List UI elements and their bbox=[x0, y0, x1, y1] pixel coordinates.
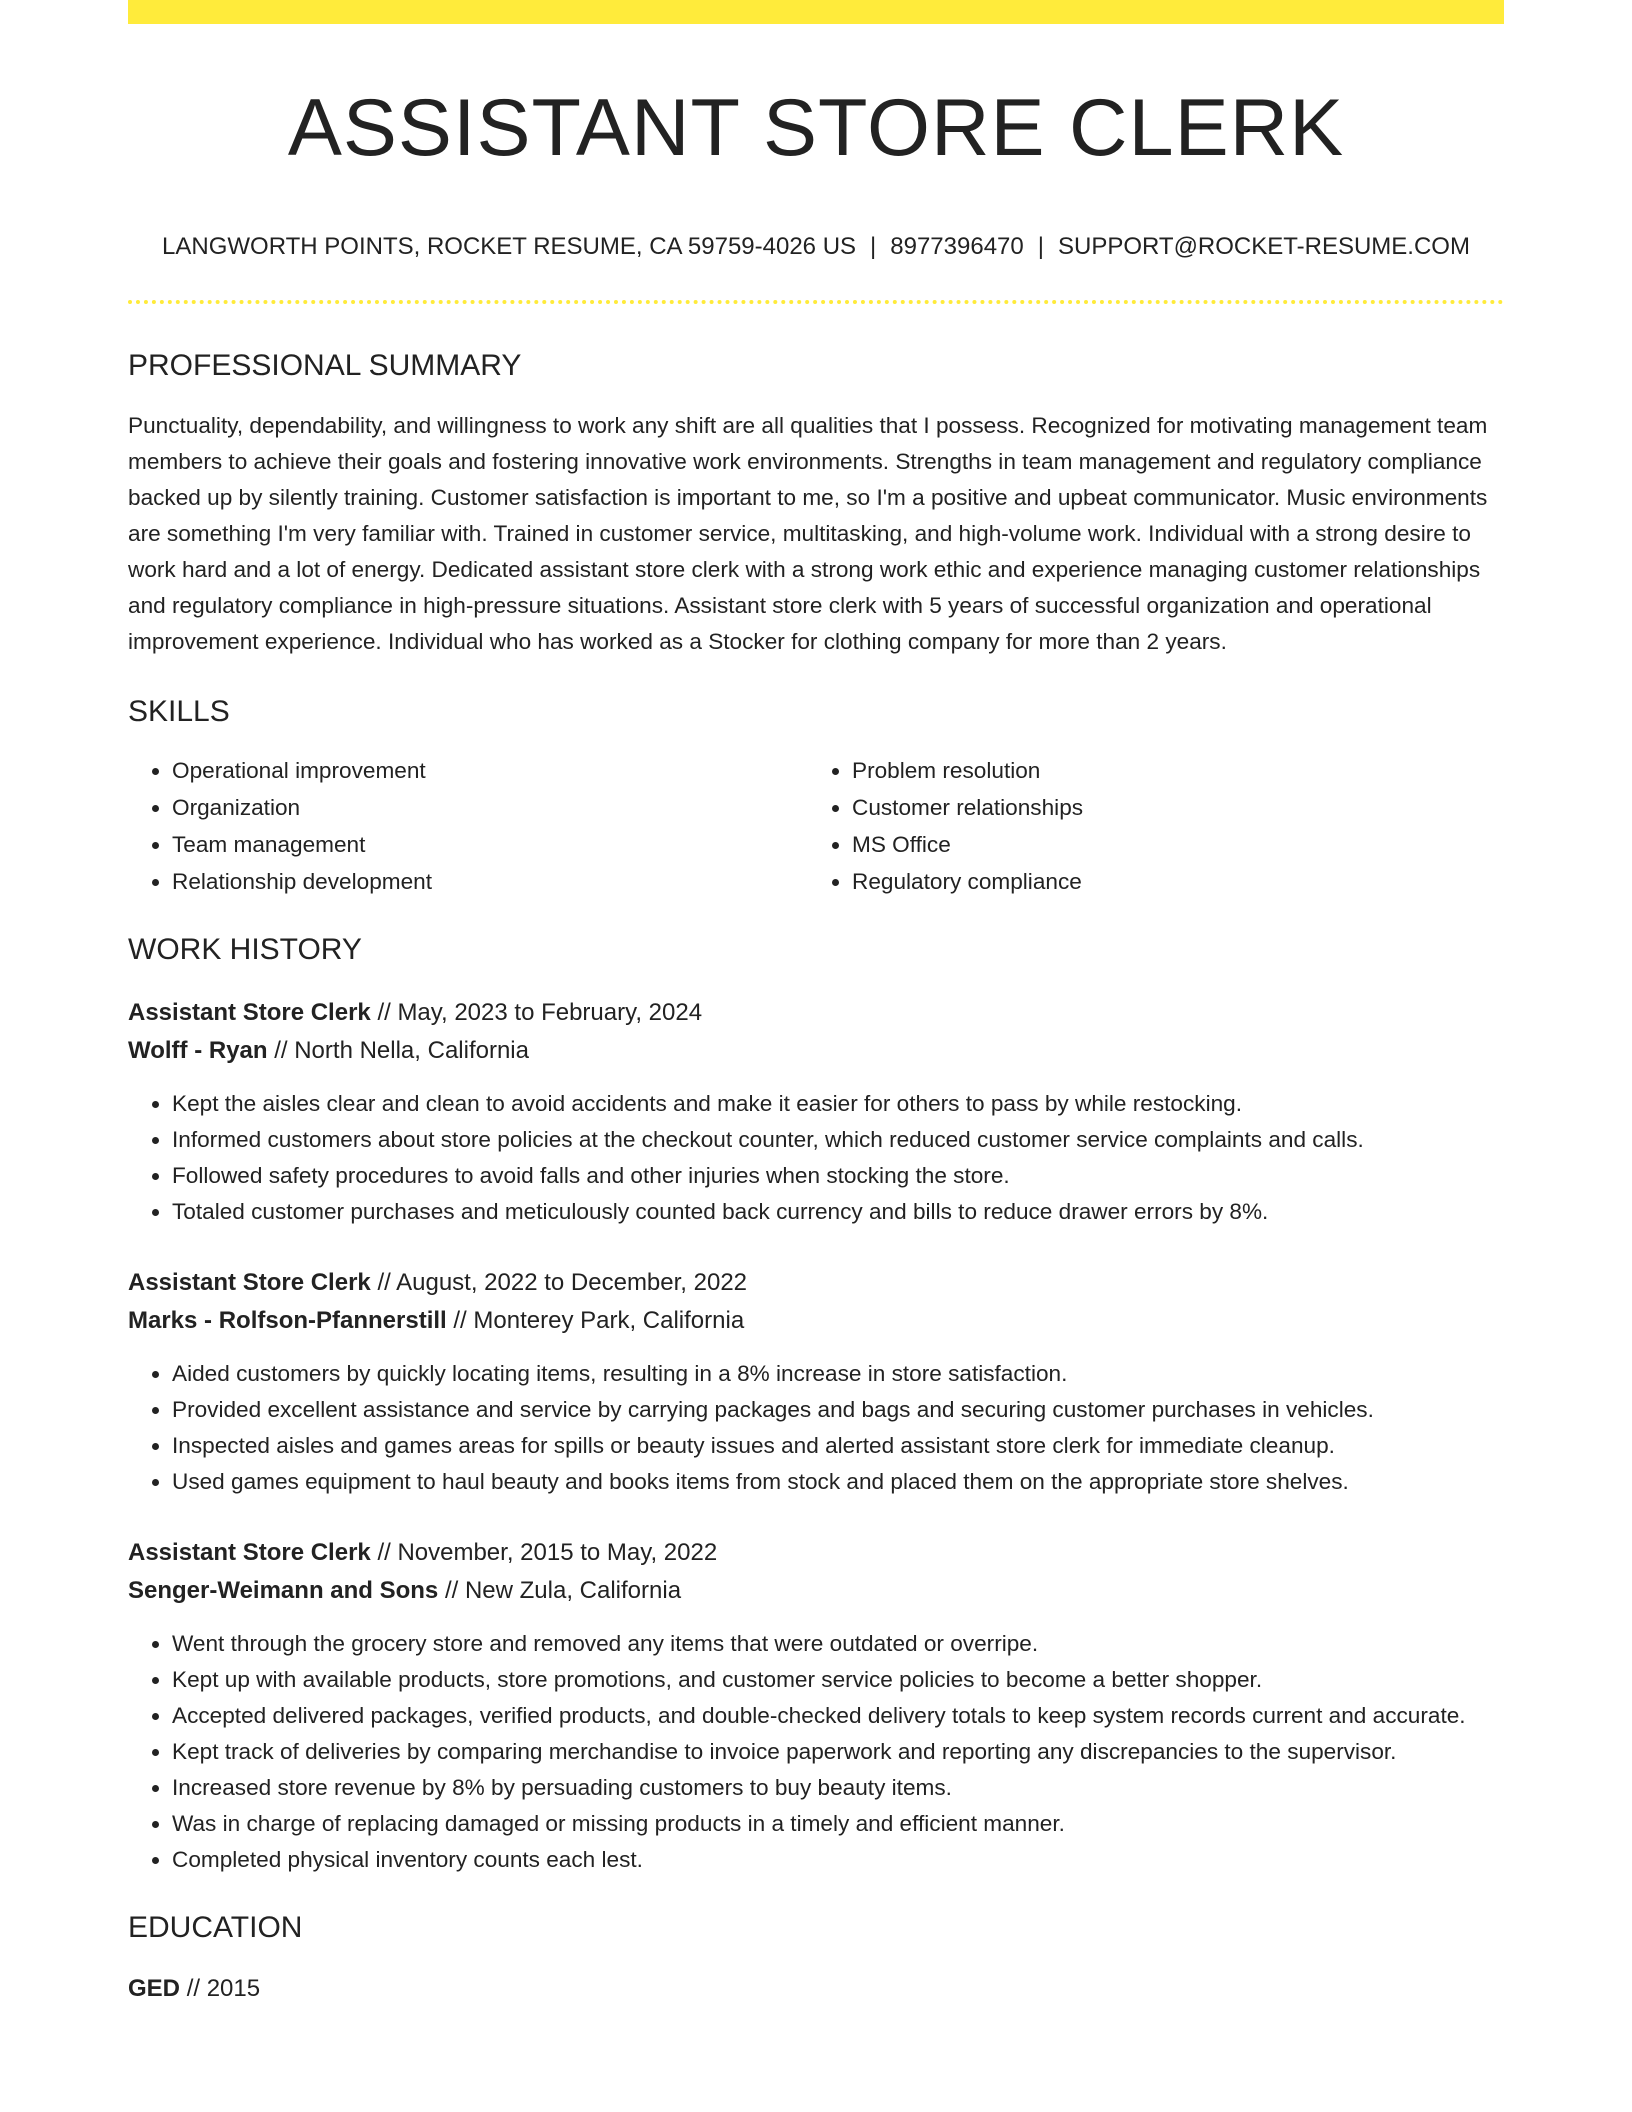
education-degree: GED bbox=[128, 1974, 181, 2002]
resume-page bbox=[128, 0, 1504, 2008]
job-company-line bbox=[128, 1032, 1504, 1070]
resume-name: ASSISTANT STORE CLERK bbox=[287, 83, 1345, 173]
accent-top-bar bbox=[128, 0, 1504, 24]
job-bullets bbox=[128, 1356, 1504, 1500]
skill-item: • Problem resolution bbox=[852, 752, 1488, 789]
job-bullet: • Accepted delivered packages, verified products, and double-checked delivery totals to keep system records current and accurate. bbox=[172, 1698, 1504, 1734]
job-company: Senger-Weimann and Sons bbox=[128, 1576, 439, 1604]
job-role: Assistant Store Clerk bbox=[128, 998, 371, 1026]
skills-column-right bbox=[808, 752, 1488, 900]
job-bullet: • Kept up with available products, store promotions, and customer service policies to become a better shopper. bbox=[172, 1662, 1504, 1698]
summary-heading: PROFESSIONAL SUMMARY bbox=[128, 348, 522, 382]
job-location: // Monterey Park, California bbox=[453, 1306, 745, 1334]
job-bullet: • Informed customers about store policies at the checkout counter, which reduced customer service complaints and calls. bbox=[172, 1122, 1504, 1158]
job-entry bbox=[128, 1264, 1504, 1500]
job-role: Assistant Store Clerk bbox=[128, 1538, 371, 1566]
skill-item: • Organization bbox=[172, 789, 808, 826]
job-bullets bbox=[128, 1086, 1504, 1230]
education-item bbox=[128, 1970, 1504, 2008]
summary-text: Punctuality, dependability, and willingness to work any shift are all qualities that I possess. Recognized for motivating management team members to achieve their goals and fostering innovative work environments. Strengths in team management and regulatory compliance backed up by silently training. Customer satisfaction is important to me, so I'm a positive and upbeat communicator. Music environments are something I'm very familiar with. Trained in customer service, multitasking, and high-volume work. Individual with a strong desire to work hard and a lot of energy. Dedicated assistant store clerk with a strong work ethic and experience managing customer relationships and regulatory compliance in high-pressure situations. Assistant store clerk with 5 years of successful organization and operational improvement experience. Individual who has worked as a Stocker for clothing company for more than 2 years. bbox=[128, 412, 1488, 654]
job-dates: // August, 2022 to December, 2022 bbox=[377, 1268, 748, 1296]
job-bullet: • Used games equipment to haul beauty and books items from stock and placed them on the appropriate store shelves. bbox=[172, 1464, 1504, 1500]
contact-address: LANGWORTH POINTS, ROCKET RESUME, CA 59759-4026 US bbox=[162, 233, 857, 261]
job-bullet: • Increased store revenue by 8% by persuading customers to buy beauty items. bbox=[172, 1770, 1504, 1806]
contact-separator: | bbox=[1037, 233, 1044, 261]
job-bullet: • Went through the grocery store and removed any items that were outdated or overripe. bbox=[172, 1626, 1504, 1662]
education-year: // 2015 bbox=[186, 1974, 261, 2002]
contact-phone: 8977396470 bbox=[890, 233, 1024, 261]
job-bullet: • Kept track of deliveries by comparing merchandise to invoice paperwork and reporting any discrepancies to the supervisor. bbox=[172, 1734, 1504, 1770]
skill-item: • Operational improvement bbox=[172, 752, 808, 789]
job-bullet: • Inspected aisles and games areas for spills or beauty issues and alerted assistant store clerk for immediate cleanup. bbox=[172, 1428, 1504, 1464]
job-location: // New Zula, California bbox=[444, 1576, 682, 1604]
job-bullet: • Followed safety procedures to avoid falls and other injuries when stocking the store. bbox=[172, 1158, 1504, 1194]
job-dates: // May, 2023 to February, 2024 bbox=[377, 998, 703, 1026]
job-bullet: • Provided excellent assistance and service by carrying packages and bags and securing customer purchases in vehicles. bbox=[172, 1392, 1504, 1428]
job-company-line bbox=[128, 1572, 1504, 1610]
job-title-line bbox=[128, 1264, 1504, 1302]
job-bullet: • Kept the aisles clear and clean to avoid accidents and make it easier for others to pass by while restocking. bbox=[172, 1086, 1504, 1122]
header-divider bbox=[128, 300, 1504, 304]
job-bullets bbox=[128, 1626, 1504, 1878]
work-history-heading: WORK HISTORY bbox=[128, 932, 362, 966]
skill-item: • Regulatory compliance bbox=[852, 863, 1488, 900]
contact-email: SUPPORT@ROCKET-RESUME.COM bbox=[1057, 233, 1470, 261]
job-title-line bbox=[128, 1534, 1504, 1572]
skills-heading: SKILLS bbox=[128, 694, 230, 728]
skill-item: • MS Office bbox=[852, 826, 1488, 863]
job-bullet: • Was in charge of replacing damaged or missing products in a timely and efficient manner. bbox=[172, 1806, 1504, 1842]
job-company: Wolff - Ryan bbox=[128, 1036, 268, 1064]
job-location: // North Nella, California bbox=[274, 1036, 529, 1064]
job-entry bbox=[128, 994, 1504, 1230]
job-company-line bbox=[128, 1302, 1504, 1340]
job-dates: // November, 2015 to May, 2022 bbox=[377, 1538, 718, 1566]
skill-item: • Relationship development bbox=[172, 863, 808, 900]
skills-list bbox=[128, 752, 1504, 900]
job-bullet: • Aided customers by quickly locating items, resulting in a 8% increase in store satisfaction. bbox=[172, 1356, 1504, 1392]
job-title-line bbox=[128, 994, 1504, 1032]
job-bullet: • Totaled customer purchases and meticulously counted back currency and bills to reduce drawer errors by 8%. bbox=[172, 1194, 1504, 1230]
contact-separator: | bbox=[870, 233, 877, 261]
skill-item: • Customer relationships bbox=[852, 789, 1488, 826]
job-role: Assistant Store Clerk bbox=[128, 1268, 371, 1296]
job-bullet: • Completed physical inventory counts each lest. bbox=[172, 1842, 1504, 1878]
skill-item: • Team management bbox=[172, 826, 808, 863]
education-heading: EDUCATION bbox=[128, 1910, 303, 1944]
skills-column-left bbox=[128, 752, 808, 900]
job-company: Marks - Rolfson-Pfannerstill bbox=[128, 1306, 447, 1334]
contact-line bbox=[128, 233, 1504, 262]
job-entry bbox=[128, 1534, 1504, 1878]
